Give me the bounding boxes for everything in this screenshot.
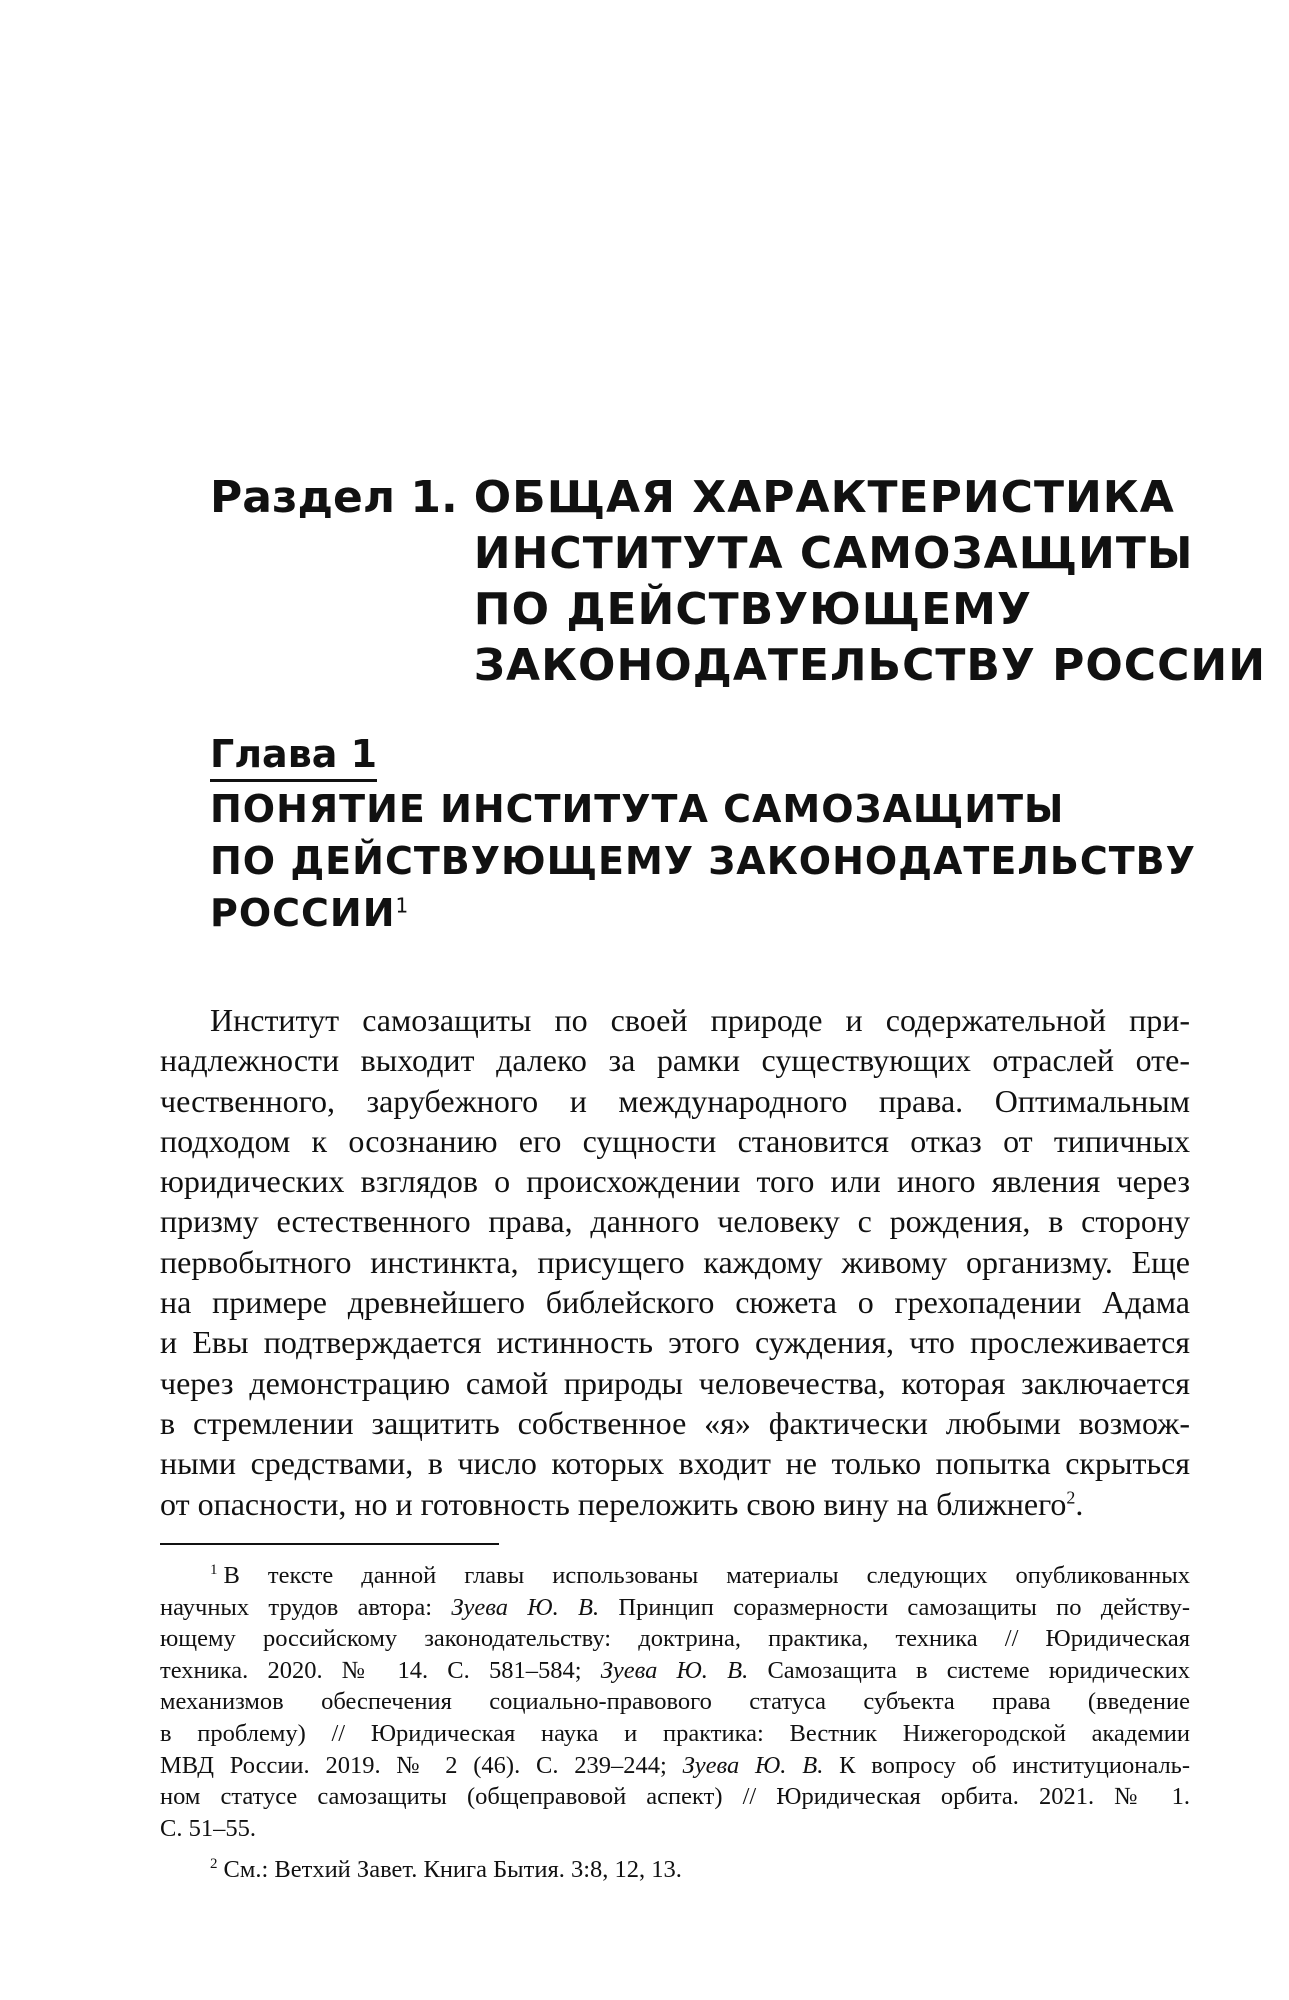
section-title-line: ПО ДЕЙСТВУЮЩЕМУ (473, 584, 1032, 635)
footnote-line: $^1$ В тексте данной главы использованы материалы следующих опубликованных (210, 1561, 1190, 1589)
paragraph-line: от опасности, но и готовность переложить свою вину на ближнего (160, 1485, 1067, 1522)
footnote-line: научных трудов автора: Зуева Ю. В. Принцип соразмерности самозащиты по действу- (160, 1593, 1191, 1621)
paragraph-line: надлежности выходит далеко за рамки существующих отраслей оте- (160, 1042, 1190, 1079)
section-label: Раздел 1. (210, 472, 458, 523)
paragraph-last-line (160, 1484, 1190, 1524)
chapter-title-line: ПО ДЕЙСТВУЮЩЕМУ ЗАКОНОДАТЕЛЬСТВУ (210, 839, 1196, 883)
footnote-ref-1[interactable]: 1 (395, 893, 409, 918)
footnote-line: ющему российскому законодательству: доктрина, практика, техника // Юридическая (160, 1625, 1190, 1653)
paragraph-line: и Евы подтверждается истинность этого суждения, что прослеживается (160, 1324, 1190, 1361)
footnote-line: С. 51–55. (160, 1814, 256, 1842)
paragraph-line: в стремлении защитить собственное «я» фактически любыми возмож- (160, 1404, 1190, 1441)
paragraph-line: Институт самозащиты по своей природе и содержательной при- (210, 1002, 1190, 1038)
section-title-line: ИНСТИТУТА САМОЗАЩИТЫ (473, 528, 1194, 579)
footnote-line: ном статусе самозащиты (общеправовой аспект) // Юридическая орбита. 2021. № 1. (160, 1783, 1190, 1811)
chapter-label: Глава 1 (210, 730, 377, 782)
author-name: Зуева Ю. В. (682, 1751, 824, 1779)
section-title-line: ЗАКОНОДАТЕЛЬСТВУ РОССИИ (473, 640, 1267, 691)
footnote-ref-2[interactable]: 2 (1066, 1486, 1076, 1507)
footnote-1 (160, 1560, 1190, 1844)
footnote-marker: 2 (210, 1856, 218, 1873)
paragraph-line: первобытного инстинкта, присущего каждому живому организму. Еще (160, 1243, 1190, 1280)
footnotes (160, 1560, 1190, 1886)
author-name: Зуева Ю. В. (600, 1656, 749, 1684)
chapter-title (210, 783, 1196, 939)
paragraph-line: на примере древнейшего библейского сюжета о грехопадении Адама (160, 1284, 1190, 1321)
paragraph-end-punct: . (1075, 1485, 1084, 1522)
paragraph-line: юридических взглядов о происхождении того или иного явления через (160, 1163, 1190, 1200)
paragraph-line: через демонстрацию самой природы человечества, которая заключается (160, 1364, 1190, 1401)
footnote-line: $^2$ См.: Ветхий Завет. Книга Бытия. 3:8, 12, 13. (210, 1856, 682, 1884)
section-heading (210, 470, 1267, 694)
section-title (474, 470, 1266, 694)
footnote-2 (160, 1854, 1190, 1886)
paragraph-line: призму естественного права, данного человеку с рождения, в сторону (160, 1203, 1190, 1240)
body-paragraph (160, 1000, 1190, 1524)
footnote-line: техника. 2020. № 14. С. 581–584; Зуева Ю. В. Самозащита в системе юридических (160, 1656, 1190, 1684)
chapter-title-line (210, 887, 1110, 939)
chapter-title-last-word: РОССИИ (210, 891, 396, 935)
author-name: Зуева Ю. В. (451, 1593, 600, 1621)
footnote-line: МВД России. 2019. № 2 (46). С. 239–244; Зуева Ю. В. К вопросу об институциональ- (160, 1751, 1191, 1779)
footnote-line: механизмов обеспечения социально-правового статуса субъекта права (введение (160, 1688, 1190, 1716)
section-title-line: ОБЩАЯ ХАРАКТЕРИСТИКА (473, 472, 1175, 523)
chapter-title-line: ПОНЯТИЕ ИНСТИТУТА САМОЗАЩИТЫ (210, 787, 1065, 831)
footnote-divider (160, 1543, 499, 1545)
footnote-marker: 1 (210, 1561, 218, 1578)
footnote-line: в проблему) // Юридическая наука и практика: Вестник Нижегородской академии (160, 1719, 1190, 1747)
paragraph-line: ными средствами, в число которых входит не только попытка скрыться (160, 1445, 1190, 1482)
paragraph-line: чественного, зарубежного и международного права. Оптимальным (160, 1082, 1190, 1119)
paragraph-line: подходом к осознанию его сущности становится отказ от типичных (160, 1122, 1190, 1159)
